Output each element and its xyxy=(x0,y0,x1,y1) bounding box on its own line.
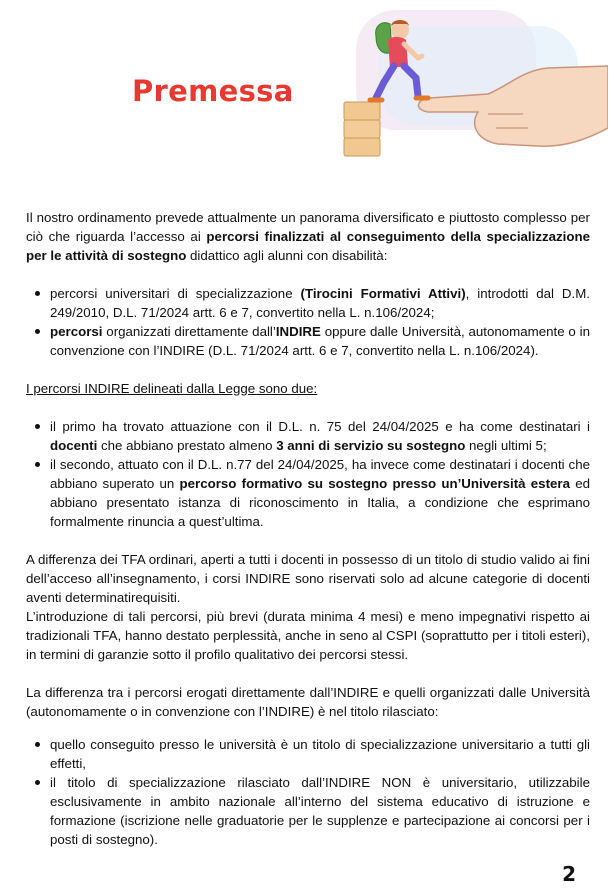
list-item: quello conseguito presso le università è un titolo di specializzazione universitario a tutti gli effetti, xyxy=(26,735,590,773)
bullet-icon xyxy=(35,742,40,747)
intro-text-end: didattico agli alunni con disabilità: xyxy=(186,248,388,263)
intro-text: Il nostro ordinamento prevede attualmente un panorama diversificato e piuttosto complesso per ciò che riguarda l’accesso ai xyxy=(26,210,590,244)
titles-list xyxy=(26,735,590,849)
bullet-icon xyxy=(35,291,40,296)
list-item: il primo ha trovato attuazione con il D.L. n. 75 del 24/04/2025 e ha come destinatari i docenti che abbiano prestato almeno 3 anni di servizio su sostegno negli ultimi 5; xyxy=(26,417,590,455)
intro-bold: percorsi finalizzati al conseguimento della specializzazione per le attività di sostegno xyxy=(26,229,590,263)
access-routes-list xyxy=(26,284,590,360)
bullet-icon xyxy=(35,780,40,785)
page-title: Premessa xyxy=(132,74,294,108)
bullet-icon xyxy=(35,462,40,467)
student-climbing-blocks-onto-helping-hand-icon xyxy=(318,6,608,158)
indire-heading: I percorsi INDIRE delineati dalla Legge sono due: xyxy=(26,381,318,396)
intro-paragraph xyxy=(26,208,590,265)
difference-paragraph: La differenza tra i percorsi erogati direttamente dall’INDIRE e quelli organizzati dalle Università (autonomamente o in convenzione con l’INDIRE) è nel titolo rilasciato: xyxy=(26,685,590,719)
list-item: il secondo, attuato con il D.L. n.77 del 24/04/2025, ha invece come destinatari i docenti che abbiano superato un percorso formativo su sostegno presso un’Università estera ed abbiano presentato istanza di riconoscimento in Italia, a condizione che esprimano formalmente rinuncia a quest’ultima. xyxy=(26,455,590,531)
introduction-paragraph: L’introduzione di tali percorsi, più brevi (durata minima 4 mesi) e meno impegnativi rispetto ai tradizionali TFA, hanno destato perplessità, anche in seno al CSPI (soprattutto per i titoli esteri), in termini di garanzie sotto il profilo qualitativo dei percorsi stessi. xyxy=(26,609,590,662)
list-item: percorsi universitari di specializzazione (Tirocini Formativi Attivi), introdotti dal D.M. 249/2010, D.L. 71/2024 artt. 6 e 7, convertito nella L. n.106/2024; xyxy=(26,284,590,322)
indire-routes-list xyxy=(26,417,590,531)
list-item: percorsi organizzati direttamente dall’INDIRE oppure dalle Università, autonomamente o in convenzione con l’INDIRE (D.L. 71/2024 artt. 6 e 7, convertito nella L. n.106/2024). xyxy=(26,322,590,360)
list-item: il titolo di specializzazione rilasciato dall’INDIRE NON è universitario, utilizzabile esclusivamente in ambito nazionale all’interno del sistema educativo di istruzione e formazione (iscrizione nelle graduatorie per le supplenze e partecipazione ai concorsi per i posti di sostegno). xyxy=(26,773,590,849)
tfa-paragraph: A differenza dei TFA ordinari, aperti a tutti i docenti in possesso di un titolo di studio valido ai fini dell’acceso all’insegnamento, i corsi INDIRE sono riservati solo ad alcune categorie di docenti aventi determinatirequisiti. xyxy=(26,552,590,605)
bullet-icon xyxy=(35,329,40,334)
page-number: 2 xyxy=(562,862,576,886)
bullet-icon xyxy=(35,424,40,429)
document-body xyxy=(26,208,590,849)
